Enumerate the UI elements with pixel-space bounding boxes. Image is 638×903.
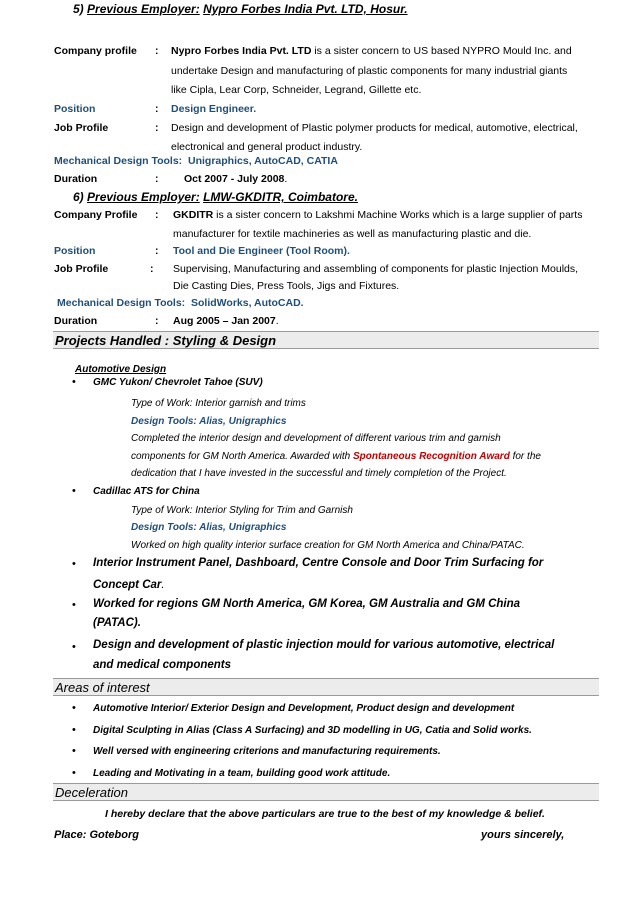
project1-tools: Design Tools: Alias, Unigraphics	[131, 416, 287, 427]
colon: :	[155, 245, 159, 257]
bullet: •	[72, 724, 76, 736]
bullet: •	[72, 558, 76, 570]
project2-tools: Design Tools: Alias, Unigraphics	[131, 522, 287, 533]
interests-section-header	[53, 678, 599, 696]
employer6-job-line1: Supervising, Manufacturing and assembling of components for plastic Injection Moulds,	[173, 263, 579, 275]
employer6-position-label: Position	[54, 245, 96, 257]
colon: :	[155, 45, 159, 57]
project1-desc-text: components for GM North America. Awarded with	[131, 451, 353, 462]
employer5-job-line2: electronical and general product industry.	[171, 141, 363, 153]
project1-desc-line2	[131, 451, 541, 462]
employer5-job-line1: Design and development of Plastic polymer products for medical, automotive, electrical,	[171, 122, 578, 134]
employer6-duration	[173, 315, 279, 327]
interest-item-3: Well versed with engineering criterions and manufacturing requirements.	[93, 746, 441, 757]
employer5-profile-label: Company profile	[54, 45, 137, 57]
employer6-position-value: Tool and Die Engineer (Tool Room).	[173, 245, 350, 257]
interest-item-4: Leading and Motivating in a team, building good work attitude.	[93, 768, 391, 779]
project4-line2: (PATAC).	[93, 617, 141, 629]
employer6-job-line2: Die Casting Dies, Press Tools, Jigs and Fixtures.	[173, 280, 400, 292]
period: .	[161, 579, 165, 591]
period: .	[275, 315, 279, 327]
employer5-profile-line2: undertake Design and manufacturing of plastic components for many industrial giants	[171, 65, 568, 77]
colon: :	[155, 315, 159, 327]
interest-item-2: Digital Sculpting in Alias (Class A Surfacing) and 3D modelling in UG, Catia and Solid works.	[93, 725, 532, 736]
employer5-duration	[184, 173, 287, 185]
employer6-duration-value: Aug 2005 – Jan 2007	[173, 315, 276, 327]
employer5-company-name: Nypro Forbes India Pvt. LTD	[171, 45, 312, 57]
interest-item-1: Automotive Interior/ Exterior Design and Development, Product design and development	[93, 703, 515, 714]
employer6-job-label: Job Profile	[54, 263, 109, 275]
employer6-profile-label: Company Profile	[54, 209, 138, 221]
employer5-duration-label: Duration	[54, 173, 98, 185]
project1-award: Spontaneous Recognition Award	[352, 451, 510, 462]
employer5-profile-text: is a sister concern to US based NYPRO Mould Inc. and	[311, 45, 572, 57]
employer5-position-label: Position	[54, 103, 96, 115]
employer5-profile-line3: like Cipla, Lear Corp, Schneider, Legrand, Gillette etc.	[171, 84, 422, 96]
project3-line2	[93, 579, 165, 591]
employer6-tools-label: Mechanical Design Tools:	[57, 297, 186, 309]
colon: :	[155, 122, 159, 134]
project5-line2: and medical components	[93, 659, 232, 671]
closing: yours sincerely,	[481, 829, 565, 841]
project1-work: Type of Work: Interior garnish and trims	[131, 398, 306, 409]
projects-section-header	[53, 331, 599, 349]
employer6-name: LMW-GKDITR, Coimbatore.	[203, 190, 358, 204]
declaration-section-title: Deceleration	[55, 785, 128, 800]
colon: :	[155, 103, 159, 115]
project3-line1: Interior Instrument Panel, Dashboard, Centre Console and Door Trim Surfacing for	[93, 557, 544, 569]
colon: :	[155, 173, 159, 185]
employer6-tools	[57, 297, 304, 309]
employer6-duration-label: Duration	[54, 315, 98, 327]
bullet: •	[72, 376, 76, 388]
interests-section-title: Areas of interest	[55, 680, 150, 695]
employer5-name: Nypro Forbes India Pvt. LTD, Hosur.	[203, 2, 408, 16]
bullet: •	[72, 641, 76, 653]
employer5-number: 5)	[73, 2, 84, 16]
project4-line1: Worked for regions GM North America, GM Korea, GM Australia and GM China	[93, 598, 521, 610]
bullet: •	[72, 767, 76, 779]
employer5-tools-value: Unigraphics, AutoCAD, CATIA	[188, 155, 338, 167]
project5-line1: Design and development of plastic injection mould for various automotive, electrical	[93, 639, 555, 651]
period: .	[284, 173, 288, 185]
project2-title: Cadillac ATS for China	[93, 486, 200, 497]
project2-work: Type of Work: Interior Styling for Trim and Garnish	[131, 505, 353, 516]
employer6-profile-line1	[173, 209, 582, 221]
bullet: •	[72, 745, 76, 757]
employer5-heading-prefix: Previous Employer:	[87, 2, 200, 16]
employer6-tools-value: SolidWorks, AutoCAD.	[191, 297, 304, 309]
employer5-tools	[54, 155, 338, 167]
project3-text: Concept Car	[93, 579, 162, 591]
project1-title: GMC Yukon/ Chevrolet Tahoe (SUV)	[93, 377, 263, 388]
declaration-text: I hereby declare that the above particulars are true to the best of my knowledge & belief.	[105, 808, 545, 820]
employer6-heading-prefix: Previous Employer:	[87, 190, 200, 204]
employer5-job-label: Job Profile	[54, 122, 109, 134]
employer5-duration-value: Oct 2007 - July 2008	[184, 173, 285, 185]
projects-section-title: Projects Handled : Styling & Design	[55, 333, 277, 348]
colon: :	[155, 209, 159, 221]
bullet: •	[72, 599, 76, 611]
project1-desc-line3: dedication that I have invested in the successful and timely completion of the Project.	[131, 468, 507, 479]
project1-desc-line1: Completed the interior design and development of different various trim and garnish	[131, 433, 501, 444]
employer5-profile-line1	[171, 45, 572, 57]
employer6-profile-text: is a sister concern to Lakshmi Machine Works which is a large supplier of parts	[213, 209, 583, 221]
project2-desc: Worked on high quality interior surface creation for GM North America and China/PATAC.	[131, 540, 525, 551]
employer5-position-value: Design Engineer.	[171, 103, 257, 115]
employer5-tools-label: Mechanical Design Tools:	[54, 155, 183, 167]
declaration-section-header	[53, 783, 599, 801]
projects-subtitle: Automotive Design	[75, 364, 167, 375]
project1-desc-text-end: for the	[509, 451, 541, 462]
employer6-company-name: GKDITR	[173, 209, 214, 221]
place: Place: Goteborg	[54, 829, 139, 841]
employer6-profile-line2: manufacturer for textile machineries as well as manufacturing plastic and die.	[173, 228, 532, 240]
colon: :	[150, 263, 154, 275]
bullet: •	[72, 485, 76, 497]
employer6-heading	[73, 190, 358, 204]
employer5-heading	[73, 2, 408, 16]
bullet: •	[72, 702, 76, 714]
employer6-number: 6)	[73, 190, 84, 204]
